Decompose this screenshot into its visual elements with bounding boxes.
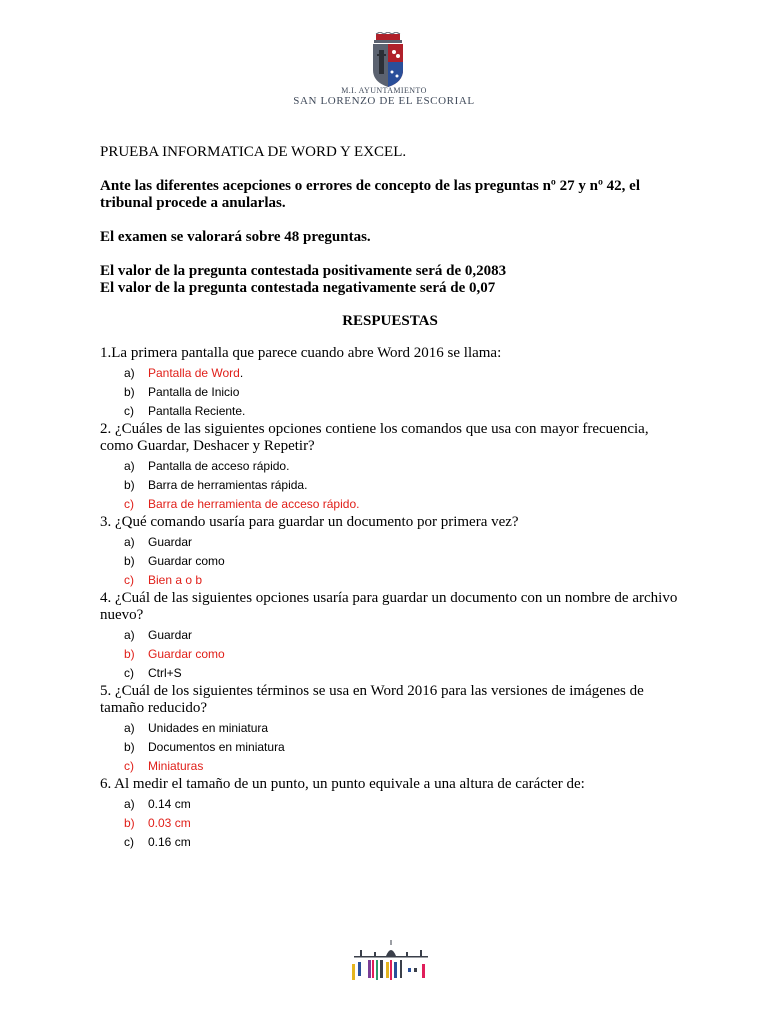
- option-text: 0.14 cm: [148, 797, 191, 811]
- option-text: Pantalla de Inicio: [148, 385, 240, 399]
- option-text: Barra de herramientas rápida.: [148, 478, 308, 492]
- option-label: c): [124, 835, 134, 849]
- option-label: a): [124, 366, 135, 380]
- option-label: b): [124, 816, 135, 830]
- option-text-correct: Bien a o b: [148, 573, 203, 587]
- option-label: a): [124, 628, 135, 642]
- option-text: 0.16 cm: [148, 835, 191, 849]
- option-label: c): [124, 759, 134, 773]
- question-5: [100, 683, 680, 776]
- option-suffix: .: [239, 366, 244, 380]
- question-text: 5. ¿Cuál de los siguientes términos se usa en Word 2016 para las versiones de imágenes de tamaño reducido?: [100, 683, 644, 716]
- positive-value-note: El valor de la pregunta contestada positivamente será de 0,2083: [100, 263, 507, 279]
- option-label: c): [124, 497, 134, 511]
- option-text: Pantalla Reciente.: [148, 404, 246, 418]
- options-list: [100, 533, 680, 590]
- option-c: [124, 757, 680, 776]
- option-label: b): [124, 554, 135, 568]
- option-text: Pantalla de acceso rápido.: [148, 459, 290, 473]
- annulment-notice: Ante las diferentes acepciones o errores de concepto de las preguntas nº 27 y nº 42, el tribunal procede a anularlas.: [100, 178, 640, 211]
- option-label: a): [124, 721, 135, 735]
- option-c: [124, 571, 680, 590]
- question-3: [100, 514, 680, 590]
- option-text: Guardar: [148, 628, 193, 642]
- option-text-correct: Miniaturas: [148, 759, 204, 773]
- document-title: PRUEBA INFORMATICA DE WORD Y EXCEL.: [100, 144, 407, 160]
- negative-value-note: El valor de la pregunta contestada negativamente será de 0,07: [100, 280, 496, 296]
- option-label: b): [124, 478, 135, 492]
- option-c: [124, 402, 680, 421]
- option-label: b): [124, 647, 135, 661]
- option-b: [124, 476, 680, 495]
- organization-line-1: M.I. AYUNTAMIENTO: [341, 86, 427, 95]
- options-list: [100, 626, 680, 683]
- question-text: 1.La primera pantalla que parece cuando abre Word 2016 se llama:: [100, 345, 502, 361]
- option-label: c): [124, 666, 134, 680]
- option-label: a): [124, 797, 135, 811]
- option-text-correct: Guardar como: [148, 647, 225, 661]
- question-4: [100, 590, 680, 683]
- option-label: a): [124, 459, 135, 473]
- option-text: Unidades en miniatura: [148, 721, 269, 735]
- question-text: 2. ¿Cuáles de las siguientes opciones contiene los comandos que usa con mayor frecuencia, como Guardar, Deshacer y Repetir?: [100, 421, 649, 454]
- option-a: [124, 626, 680, 645]
- exam-scoring-note: El examen se valorará sobre 48 preguntas.: [100, 229, 371, 245]
- option-text-correct: Pantalla de Word: [148, 366, 240, 380]
- question-1: [100, 345, 680, 421]
- option-a: [124, 795, 680, 814]
- option-label: c): [124, 573, 134, 587]
- option-label: b): [124, 385, 135, 399]
- option-a: [124, 364, 680, 383]
- option-b: [124, 645, 680, 664]
- answers-heading: RESPUESTAS: [342, 313, 438, 329]
- option-b: [124, 552, 680, 571]
- question-6: [100, 776, 680, 852]
- option-b: [124, 383, 680, 402]
- option-a: [124, 533, 680, 552]
- option-c: [124, 495, 680, 514]
- questions-list: [100, 345, 680, 852]
- options-list: [100, 719, 680, 776]
- question-text: 4. ¿Cuál de las siguientes opciones usaría para guardar un documento con un nombre de archivo nuevo?: [100, 590, 678, 623]
- question-text: 3. ¿Qué comando usaría para guardar un documento por primera vez?: [100, 514, 519, 530]
- coat-of-arms-icon: [368, 32, 408, 88]
- option-c: [124, 833, 680, 852]
- option-text-correct: 0.03 cm: [148, 816, 191, 830]
- footer-logo-icon: [346, 938, 436, 982]
- option-text-correct: Barra de herramienta de acceso rápido.: [148, 497, 360, 511]
- option-b: [124, 738, 680, 757]
- option-text: Documentos en miniatura: [148, 740, 285, 754]
- question-text: 6. Al medir el tamaño de un punto, un punto equivale a una altura de carácter de:: [100, 776, 585, 792]
- option-c: [124, 664, 680, 683]
- options-list: [100, 795, 680, 852]
- option-b: [124, 814, 680, 833]
- options-list: [100, 457, 680, 514]
- organization-line-2: SAN LORENZO DE EL ESCORIAL: [293, 95, 475, 107]
- option-text: Guardar como: [148, 554, 225, 568]
- option-text: Guardar: [148, 535, 193, 549]
- option-label: c): [124, 404, 134, 418]
- options-list: [100, 364, 680, 421]
- option-label: a): [124, 535, 135, 549]
- option-label: b): [124, 740, 135, 754]
- question-2: [100, 421, 680, 514]
- option-a: [124, 719, 680, 738]
- option-text: Ctrl+S: [148, 666, 182, 680]
- document-body: [100, 144, 680, 852]
- option-a: [124, 457, 680, 476]
